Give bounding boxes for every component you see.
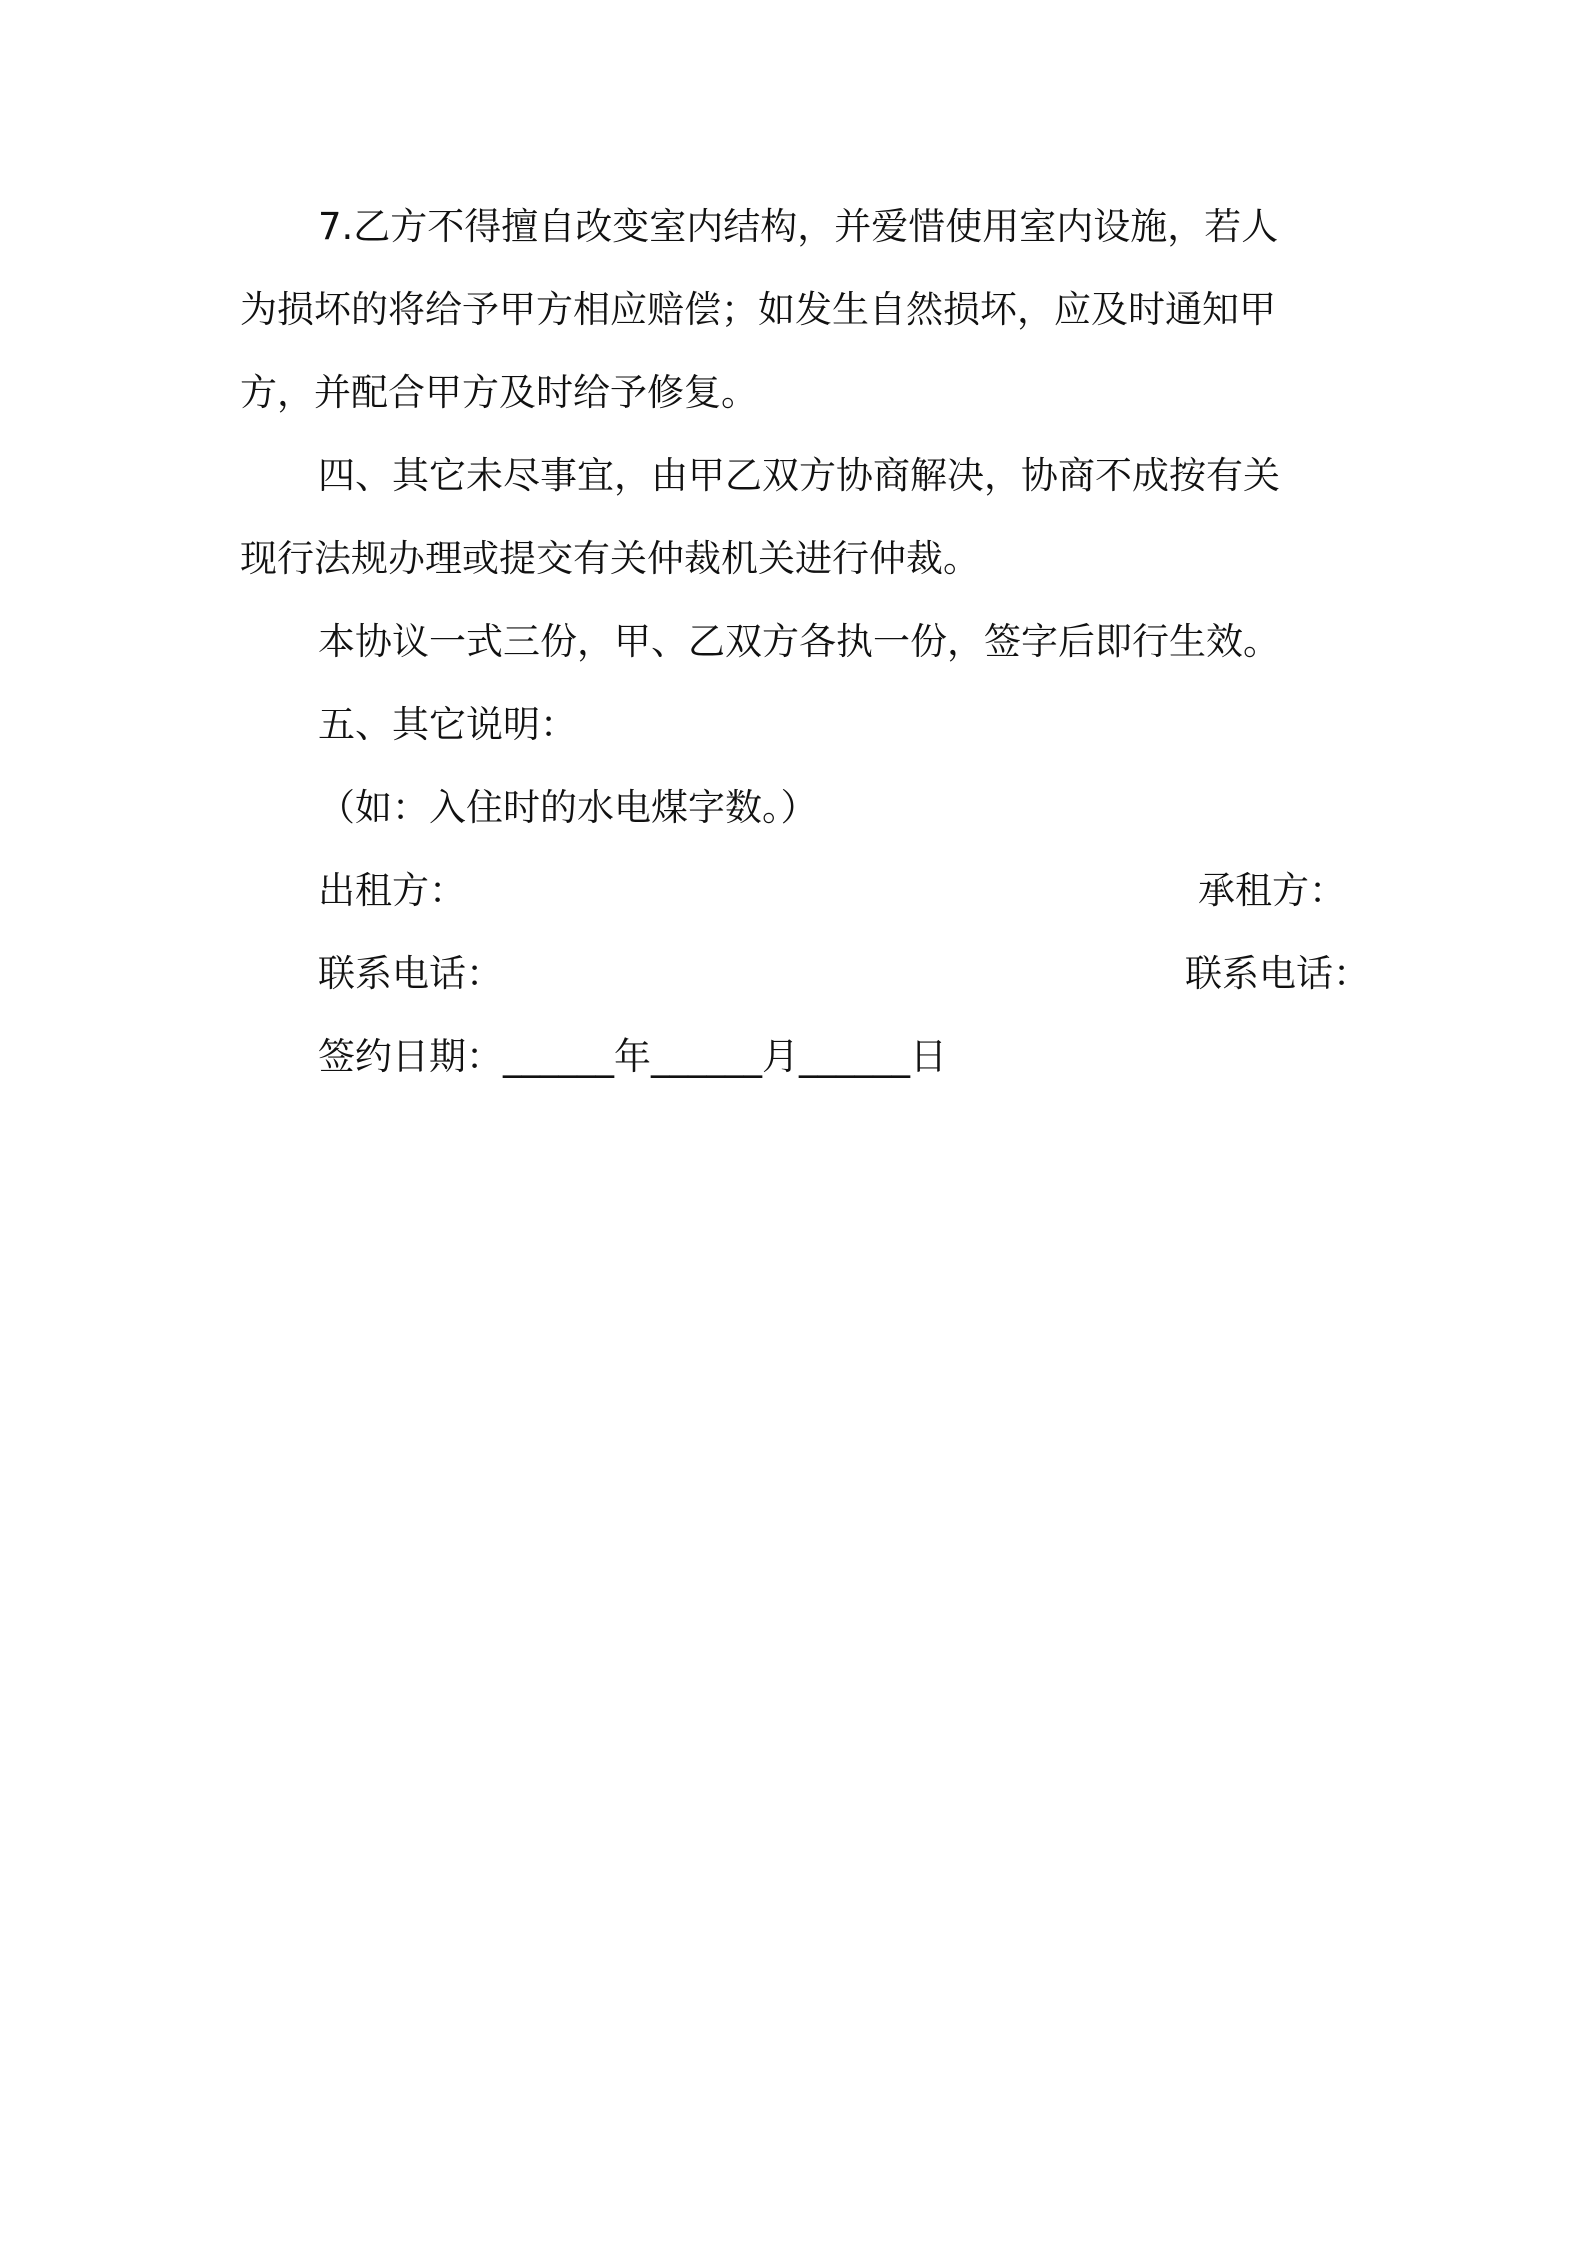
clause-7-line-3: 方，并配合甲方及时给予修复。 bbox=[240, 371, 758, 414]
copies-clause: 本协议一式三份，甲、乙双方各执一份，签字后即行生效。 bbox=[318, 620, 1280, 663]
lessee-label: 承租方： bbox=[1198, 869, 1346, 912]
section-4-line-1: 四、其它未尽事宜，由甲乙双方协商解决，协商不成按有关 bbox=[318, 454, 1280, 497]
section-5-note: （如：入住时的水电煤字数。） bbox=[318, 786, 818, 829]
clause-7-line-2: 为损坏的将给予甲方相应赔偿；如发生自然损坏，应及时通知甲 bbox=[240, 288, 1276, 331]
sign-date-line: 签约日期：______年______月______日 bbox=[318, 1035, 947, 1078]
lessor-phone-label: 联系电话： bbox=[318, 952, 503, 995]
section-5-title: 五、其它说明： bbox=[318, 703, 577, 746]
section-4-line-2: 现行法规办理或提交有关仲裁机关进行仲裁。 bbox=[240, 537, 980, 580]
lessee-phone-label: 联系电话： bbox=[1185, 952, 1370, 995]
clause-7-line-1: 7.乙方不得擅自改变室内结构，并爱惜使用室内设施，若人 bbox=[318, 205, 1279, 248]
lessor-label: 出租方： bbox=[318, 869, 466, 912]
